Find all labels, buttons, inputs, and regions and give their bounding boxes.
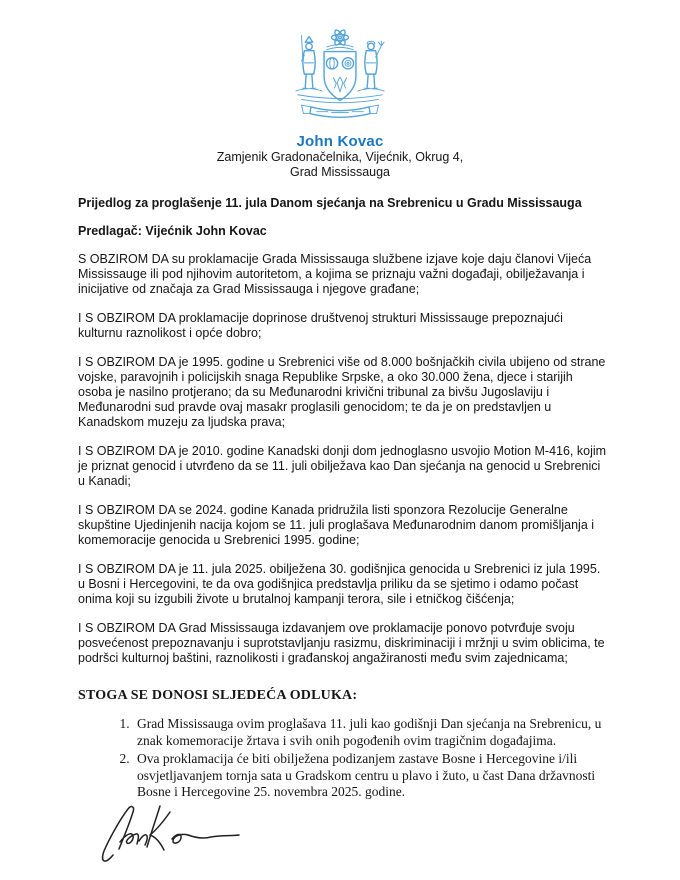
- officer-name: John Kovac: [296, 133, 384, 150]
- letterhead: [0, 0, 680, 180]
- whereas-clause: I S OBZIROM DA proklamacije doprinose društvenoj strukturi Mississauge prepoznajući kulturnu raznolikost i opće dobro;: [78, 311, 563, 340]
- whereas-clauses: [78, 252, 610, 666]
- whereas-clause: I S OBZIROM DA se 2024. godine Kanada pridružila listi sponzora Rezolucije Generalne skupštine Ujedinjenih nacija kojom se 11. juli proglašava Međunarodnim danom promišljanja i komemoracije genocida u Srebrenici 1995. godine;: [78, 503, 595, 547]
- proposer-line: Predlagač: Vijećnik John Kovac: [78, 224, 267, 238]
- whereas-clause: S OBZIROM DA su proklamacije Grada Mississauga službene izjave koje daju članovi Vijeća Mississauge ili pod njihovim autoritetom, a kojima se priznaju važni događaji, obilježavanja i inicijative od značaja za Grad Mississauga i njegove građane;: [78, 252, 592, 296]
- document-title: Prijedlog za proglašenje 11. jula Danom sjećanja na Srebrenicu u Gradu Mississauga: [78, 196, 582, 210]
- resolution-item: 2. Ova proklamacija će biti obilježena podizanjem zastave Bosne i Hercegovine i/ili osvjetljavanjem tornja sata u Gradskom centru u plavo i žuto, u čast Dana državnosti Bosne i Hercegovine 25. novembra 2025. godine.: [133, 751, 610, 801]
- document-body: [78, 196, 610, 801]
- officer-title-line1: Zamjenik Gradonačelnika, Vijećnik, Okrug 4,: [216, 150, 464, 164]
- officer-title-line2: Grad Mississauga: [289, 165, 391, 179]
- john-kovac-signature: [95, 795, 245, 867]
- resolution-list: [78, 716, 610, 801]
- mississauga-coat-of-arms-icon: [279, 26, 401, 126]
- whereas-clause: I S OBZIROM DA Grad Mississauga izdavanjem ove proklamacije ponovo potvrđuje svoju posvećenost prepoznavanju i suprotstavljanju rasizmu, diskriminaciji i mržnji u svim oblicima, te podršci kulturnoj baštini, raznolikosti i građanskoj angažiranosti među svim zajednicama;: [78, 621, 605, 665]
- whereas-clause: I S OBZIROM DA je 11. jula 2025. obilježena 30. godišnjica genocida u Srebrenici iz jula 1995. u Bosni i Hercegovini, te da ova godišnjica predstavlja priliku da se sjetimo i odamo počast onima koji su izgubili živote u brutalnoj kampanji terora, sile i etničkog čišćenja;: [78, 562, 601, 606]
- whereas-clause: I S OBZIROM DA je 1995. godine u Srebrenici više od 8.000 bošnjačkih civila ubijeno od strane vojske, paravojnih i policijskih snaga Republike Srpske, a oko 30.000 žena, djece i starijih osoba je nasilno protjerano; da su Međunarodni krivični tribunal za bivšu Jugoslaviju i Međunarodni sud pravde ovaj masakr proglasili genocidom; te da je on predstavljen u Kanadskom muzeju za ljudska prava;: [78, 355, 606, 429]
- resolution-section: [78, 688, 610, 801]
- whereas-clause: I S OBZIROM DA je 2010. godine Kanadski donji dom jednoglasno usvojio Motion M-416, kojim je priznat genocid i utvrđeno da se 11. juli obilježava kao Dan sjećanja na genocid u Srebrenici u Kanadi;: [78, 444, 607, 488]
- resolution-heading: STOGA SE DONOSI SLJEDEĆA ODLUKA:: [78, 688, 358, 703]
- resolution-item: 1. Grad Mississauga ovim proglašava 11. juli kao godišnji Dan sjećanja na Srebrenicu, u znak komemoracije žrtava i svih onih pogođenih ovim tragičnim događajima.: [133, 716, 610, 749]
